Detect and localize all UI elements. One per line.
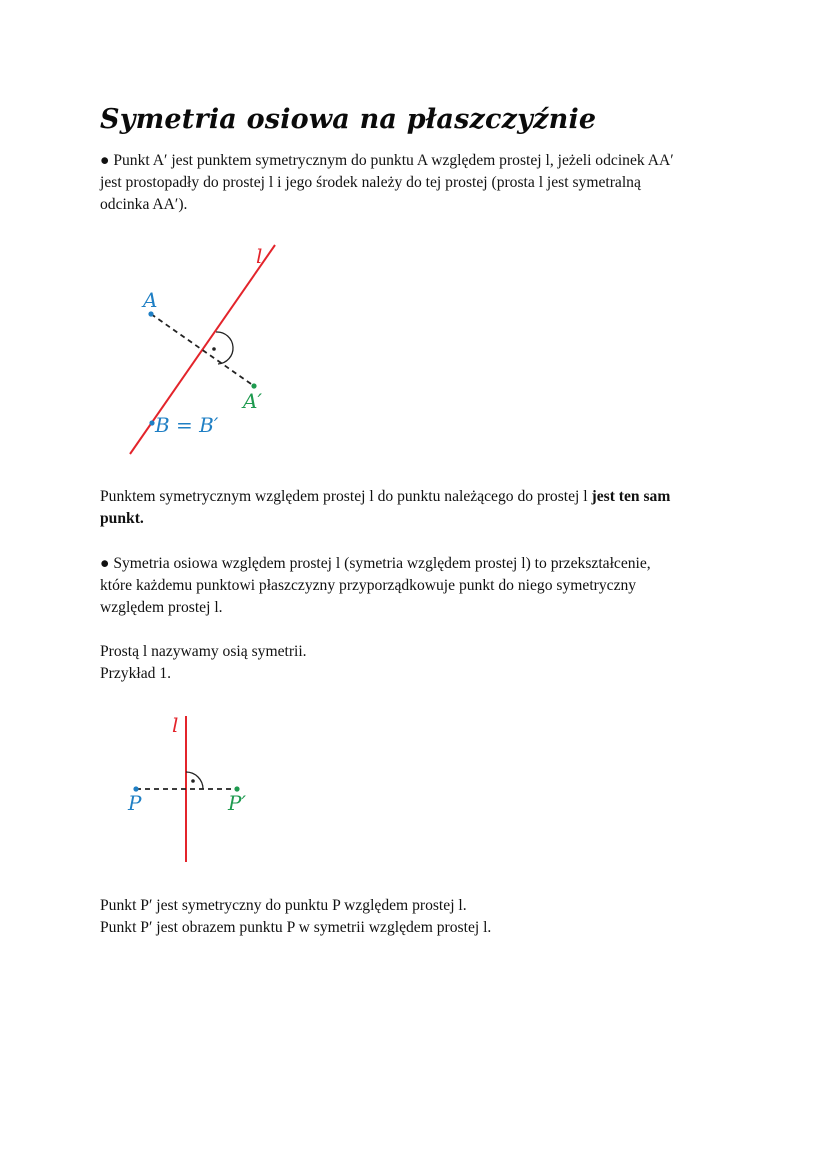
axis-note-paragraph xyxy=(100,641,740,685)
point-b-label: B = B′ xyxy=(155,413,219,437)
symmetry-def-line-3: względem prostej l. xyxy=(100,599,223,616)
point-a-label: A xyxy=(143,288,158,312)
right-angle-dot-2 xyxy=(191,779,195,783)
point-a-prime-label: A′ xyxy=(243,389,262,413)
point-a-prime-dot xyxy=(251,383,256,388)
symmetry-definition-paragraph xyxy=(100,553,740,619)
note-text: Punktem symetrycznym względem prostej l do punktu należącego do prostej l xyxy=(100,488,592,505)
example-line-1: Punkt P′ jest symetryczny do punktu P względem prostej l. xyxy=(100,897,467,914)
axis-label: l xyxy=(256,244,263,268)
symmetry-figure-1 xyxy=(110,236,300,466)
point-b-dot xyxy=(149,420,154,425)
point-p-prime-label: P′ xyxy=(228,791,246,815)
page-title: Symetria osiowa na płaszczyźnie xyxy=(100,104,597,135)
example-line-2: Punkt P′ jest obrazem punktu P w symetrii względem prostej l. xyxy=(100,919,492,936)
right-angle-mark xyxy=(216,332,233,364)
definition-line-3: odcinka AA′). xyxy=(100,196,188,213)
axis-label-2: l xyxy=(172,713,179,737)
note-bold-text: jest ten sam xyxy=(591,488,671,505)
point-p-label: P xyxy=(128,791,142,815)
definition-line-2: jest prostopadły do prostej l i jego środek należy do tej prostej (prosta l jest symetralną xyxy=(100,174,641,191)
note-paragraph xyxy=(100,486,740,530)
definition-line-1: ● Punkt A′ jest punktem symetrycznym do punktu A względem prostej l, jeżeli odcinek AA′ xyxy=(100,152,674,169)
symmetry-figure-2 xyxy=(120,706,260,870)
note-bold-text-2: punkt. xyxy=(100,510,144,527)
symmetry-def-line-1: ● Symetria osiowa względem prostej l (symetria względem prostej l) to przekształcenie, xyxy=(100,555,651,572)
axis-note-line-1: Prostą l nazywamy osią symetrii. xyxy=(100,643,307,660)
example-paragraph xyxy=(100,895,740,939)
right-angle-dot xyxy=(212,347,216,351)
symmetry-def-line-2: które każdemu punktowi płaszczyzny przyporządkowuje punkt do niego symetryczny xyxy=(100,577,637,594)
definition-paragraph xyxy=(100,150,740,216)
example-heading: Przykład 1. xyxy=(100,665,172,682)
point-a-dot xyxy=(148,311,153,316)
